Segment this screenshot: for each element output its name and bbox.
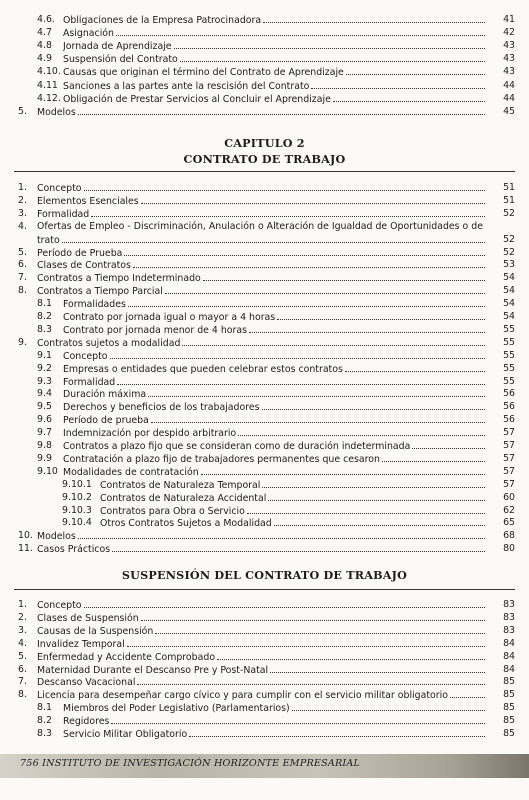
toc-entry (0, 650, 529, 663)
entry-title: Maternidad Durante el Descanso Pre y Post-Natal (37, 664, 269, 676)
entry-number: 8. (18, 689, 27, 701)
entry-page-number: 57 (503, 465, 515, 477)
toc-entry (0, 688, 529, 701)
dot-leader (155, 624, 485, 634)
entry-page-number: 56 (503, 388, 515, 400)
entry-title-wrap (37, 611, 487, 625)
entry-title: Contratos a plazo fijo que se consideran como de duración indeterminada (63, 441, 411, 452)
toc-entry (0, 349, 529, 362)
entry-label: 9.4 (37, 388, 52, 400)
entry-title: Formalidad (63, 376, 116, 388)
entry-title-wrap (63, 426, 487, 440)
dot-leader (137, 675, 485, 685)
entry-title: Modelos (37, 106, 76, 118)
entry-number: 3. (18, 207, 27, 219)
entry-title-wrap (37, 207, 487, 221)
entry-title: Ofertas de Empleo - Discriminación, Anulación o Alteración de Igualdad de Oportunidades o de (37, 220, 483, 232)
entry-title-wrap (37, 650, 487, 664)
dot-leader (333, 92, 485, 102)
entry-title: Causas de la Suspensión (37, 625, 154, 637)
dot-leader (217, 650, 485, 660)
entry-page-number: 80 (503, 543, 515, 555)
toc-entry (0, 400, 529, 413)
entry-page-number: 57 (503, 452, 515, 464)
dot-leader (238, 426, 485, 436)
entry-number: 2. (18, 194, 27, 206)
entry-title-wrap (37, 598, 487, 612)
entry-label: 9.10.1 (62, 478, 92, 490)
entry-page-number: 83 (503, 599, 515, 610)
entry-number: 5. (18, 650, 27, 662)
entry-page-number: 43 (503, 53, 515, 65)
toc-entry (0, 207, 529, 220)
toc-entry (0, 39, 529, 52)
entry-title: Concepto (63, 350, 108, 362)
toc-entry (0, 675, 529, 688)
entry-label: 9.1 (37, 349, 52, 361)
dot-leader (165, 284, 485, 294)
entry-page-number: 51 (503, 182, 515, 193)
dot-leader (128, 297, 485, 307)
entry-title: Asignación (63, 28, 114, 40)
entry-title-wrap (63, 387, 487, 401)
toc-entry (0, 504, 529, 517)
toc-entry (0, 727, 529, 740)
chapter-title: CONTRATO DE TRABAJO (183, 152, 346, 166)
entry-title: Indemnización por despido arbitrario (63, 428, 237, 440)
entry-title-wrap (37, 258, 487, 272)
toc-entry (0, 413, 529, 426)
entry-label: 9.2 (37, 362, 52, 374)
entry-title: Suspensión del Contrato (63, 54, 178, 66)
entry-label: 9.8 (37, 440, 52, 451)
dot-leader (292, 701, 485, 711)
toc-entry (0, 52, 529, 65)
entry-title-wrap (63, 439, 487, 453)
entry-page-number: 53 (503, 259, 515, 271)
entry-label: 4.11 (37, 79, 58, 91)
dot-leader (133, 258, 485, 268)
entry-page-number: 83 (503, 624, 515, 636)
entry-title: Período de Prueba (37, 247, 123, 259)
toc-entry (0, 714, 529, 727)
toc-entry (0, 637, 529, 650)
toc-entry (0, 452, 529, 465)
dot-leader (450, 688, 485, 698)
toc-entry (0, 598, 529, 611)
toc-entry (0, 336, 529, 349)
dot-leader (116, 26, 485, 36)
entry-title: Contrato por jornada igual o mayor a 4 horas (63, 312, 276, 323)
entry-page-number: 54 (503, 272, 515, 284)
dot-leader (174, 39, 485, 49)
entry-page-number: 45 (503, 105, 515, 117)
entry-title: Descanso Vacacional (37, 677, 136, 689)
dot-leader (127, 637, 485, 647)
entry-page-number: 51 (503, 194, 515, 206)
entry-number: 5. (18, 246, 27, 258)
toc-entry (0, 465, 529, 478)
entry-page-number: 41 (503, 14, 515, 25)
entry-label: 4.9 (37, 53, 52, 65)
entry-page-number: 52 (503, 233, 515, 245)
entry-title: Contratos a Tiempo Indeterminado (37, 273, 201, 285)
toc-entry (0, 297, 529, 310)
entry-title-wrap (100, 504, 487, 518)
entry-page-number: 85 (503, 676, 515, 688)
entry-page-number: 83 (503, 611, 515, 623)
entry-page-number: 84 (503, 663, 515, 675)
entry-page-number: 55 (503, 362, 515, 374)
dot-leader (201, 465, 485, 475)
toc-entry (0, 663, 529, 676)
entry-page-number: 55 (503, 375, 515, 387)
entry-title-wrap (63, 714, 487, 728)
entry-number: 2. (18, 611, 27, 623)
toc-entry (0, 258, 529, 271)
entry-page-number: 54 (503, 298, 515, 310)
entry-page-number: 55 (503, 323, 515, 335)
chapter-label: CAPITULO 2 (224, 136, 305, 150)
entry-page-number: 62 (503, 504, 515, 516)
entry-label: 4.8 (37, 40, 52, 52)
entry-page-number: 44 (503, 92, 515, 104)
entry-title-wrap (63, 13, 487, 27)
entry-title: trato (37, 234, 60, 246)
entry-title-wrap (63, 413, 487, 427)
entry-title-wrap (63, 26, 487, 40)
entry-title-wrap (63, 39, 487, 53)
dot-leader (203, 271, 485, 281)
entry-page-number: 84 (503, 650, 515, 662)
entry-title-wrap (63, 465, 487, 479)
dot-leader (262, 400, 485, 410)
entry-title: Concepto (37, 183, 82, 194)
entry-label: 9.10.4 (62, 517, 92, 529)
entry-title: Contratos de Naturaleza Accidental (100, 492, 267, 504)
entry-label: 8.1 (37, 702, 52, 714)
dot-leader (345, 362, 485, 372)
entry-page-number: 55 (503, 349, 515, 361)
entry-label: 9.3 (37, 375, 52, 387)
entry-page-number: 44 (503, 79, 515, 91)
footer-page-number: 756 (20, 758, 39, 769)
toc-entry (0, 26, 529, 39)
entry-title-wrap (63, 452, 487, 466)
entry-title: Empresas o entidades que pueden celebrar estos contratos (63, 363, 343, 375)
entry-title-wrap (37, 529, 487, 543)
footer-publisher: INSTITUTO DE INVESTIGACIÓN HORIZONTE EMPRESARIAL (42, 758, 361, 769)
entry-title-wrap (37, 336, 487, 350)
entry-number: 7. (18, 272, 27, 284)
toc-entry (0, 362, 529, 375)
entry-title: Contratos a Tiempo Parcial (37, 286, 163, 298)
dot-leader (180, 52, 485, 62)
section-rule (14, 589, 515, 590)
entry-page-number: 54 (503, 311, 515, 322)
entry-title: Derechos y beneficios de los trabajadores (63, 402, 260, 414)
toc-entry (0, 611, 529, 624)
entry-title: Modalidades de contratación (63, 466, 199, 478)
toc-entry (0, 194, 529, 207)
toc-entry (0, 426, 529, 439)
entry-title: Contratación a plazo fijo de trabajadores permanentes que cesaron (63, 453, 380, 465)
entry-page-number: 57 (503, 427, 515, 439)
entry-label: 4.12. (37, 92, 61, 104)
entry-page-number: 85 (503, 689, 515, 701)
entry-title: Casos Prácticos (37, 544, 111, 556)
entry-label: 9.7 (37, 427, 52, 439)
toc-entry (0, 310, 529, 323)
toc-entry (0, 271, 529, 284)
entry-title-wrap (37, 105, 487, 119)
entry-title: Jornada de Aprendizaje (63, 41, 172, 53)
entry-label: 8.3 (37, 728, 52, 739)
entry-page-number: 57 (503, 440, 515, 451)
dot-leader (78, 529, 485, 539)
toc-entry (0, 65, 529, 78)
entry-title: Miembros del Poder Legislativo (Parlamentarios) (63, 703, 290, 715)
entry-title: Obligaciones de la Empresa Patrocinadora (63, 15, 262, 26)
toc-entry (0, 284, 529, 297)
entry-title-wrap (37, 220, 487, 233)
dot-leader (277, 310, 485, 320)
entry-label: 8.2 (37, 715, 52, 727)
entry-title: Clases de Suspensión (37, 612, 139, 624)
toc-entry (0, 105, 529, 118)
entry-number: 4. (18, 220, 27, 232)
entry-title: Sanciones a las partes ante la rescisión del Contrato (63, 80, 310, 92)
entry-title: Contratos de Naturaleza Temporal (100, 479, 261, 491)
dot-leader (78, 105, 485, 115)
toc-entry (0, 387, 529, 400)
entry-title: Contrato por jornada menor de 4 horas (63, 324, 248, 336)
entry-title: Duración máxima (63, 389, 147, 401)
entry-title: Enfermedad y Accidente Comprobado (37, 651, 216, 663)
entry-label: 9.6 (37, 414, 52, 426)
dot-leader (62, 233, 485, 243)
entry-label: 8.3 (37, 323, 52, 335)
toc-entry (0, 233, 529, 246)
entry-title: Clases de Contratos (37, 260, 131, 272)
entry-title-wrap (63, 400, 487, 414)
toc-entry (0, 478, 529, 491)
dot-leader (141, 194, 485, 204)
entry-title-wrap (63, 52, 487, 66)
dot-leader (124, 246, 485, 256)
entry-title-wrap (37, 688, 487, 702)
entry-title-wrap (63, 92, 487, 106)
dot-leader (268, 491, 485, 501)
entry-label: 8.1 (37, 298, 52, 310)
entry-page-number: 43 (503, 66, 515, 78)
entry-number: 10. (18, 530, 33, 542)
chapter-rule (14, 171, 515, 172)
entry-title-wrap (63, 323, 487, 337)
entry-label: 9.9 (37, 452, 52, 464)
dot-leader (274, 516, 485, 526)
entry-page-number: 84 (503, 637, 515, 649)
entry-label: 4.10. (37, 66, 61, 78)
toc-entry (0, 516, 529, 529)
entry-title: Obligación de Prestar Servicios al Concluir el Aprendizaje (63, 93, 331, 105)
entry-number: 7. (18, 676, 27, 688)
entry-page-number: 68 (503, 530, 515, 542)
entry-title-wrap (37, 542, 487, 556)
entry-page-number: 56 (503, 401, 515, 413)
entry-title-wrap (37, 194, 487, 208)
dot-leader (412, 439, 485, 449)
entry-title-wrap (37, 284, 487, 298)
section-title-suspension: SUSPENSIÓN DEL CONTRATO DE TRABAJO (121, 568, 408, 582)
entry-number: 5. (18, 105, 27, 117)
entry-label: 9.5 (37, 401, 52, 413)
entry-page-number: 85 (503, 702, 515, 714)
entry-title-wrap (37, 246, 487, 260)
entry-page-number: 54 (503, 285, 515, 297)
toc-entry (0, 79, 529, 92)
dot-leader (189, 727, 485, 737)
entry-title-wrap (37, 675, 487, 689)
toc-entry (0, 701, 529, 714)
dot-leader (346, 65, 485, 75)
dot-leader (262, 478, 485, 488)
entry-page-number: 55 (503, 336, 515, 348)
dot-leader (382, 452, 485, 462)
entry-title: Período de prueba (63, 415, 149, 427)
entry-title-wrap (63, 727, 487, 741)
entry-title-wrap (63, 65, 487, 79)
entry-number: 1. (18, 599, 27, 610)
entry-title: Contratos sujetos a modalidad (37, 337, 181, 349)
entry-number: 8. (18, 285, 27, 297)
entry-title-wrap (63, 297, 487, 311)
entry-page-number: 43 (503, 40, 515, 52)
dot-leader (84, 598, 485, 608)
toc-entry (0, 529, 529, 542)
entry-title-wrap (37, 271, 487, 285)
toc-entry (0, 181, 529, 194)
dot-leader (112, 542, 485, 552)
dot-leader (110, 349, 485, 359)
entry-title: Formalidad (37, 208, 90, 220)
entry-page-number: 52 (503, 246, 515, 258)
entry-title: Otros Contratos Sujetos a Modalidad (100, 518, 272, 530)
dot-leader (247, 504, 485, 514)
entry-title: Formalidades (63, 299, 126, 311)
dot-leader (263, 13, 485, 23)
entry-number: 1. (18, 182, 27, 193)
toc-entry (0, 491, 529, 504)
entry-label: 8.2 (37, 311, 52, 322)
entry-number: 3. (18, 624, 27, 636)
dot-leader (148, 387, 485, 397)
entry-title-wrap (63, 375, 487, 389)
dot-leader (117, 375, 485, 385)
toc-entry (0, 92, 529, 105)
dot-leader (249, 323, 485, 333)
entry-page-number: 52 (503, 207, 515, 219)
toc-entry (0, 246, 529, 259)
entry-title-wrap (100, 491, 487, 505)
entry-title-wrap (63, 362, 487, 376)
toc-entry (0, 323, 529, 336)
entry-title-wrap (37, 624, 487, 638)
dot-leader (182, 336, 485, 346)
entry-title-wrap (63, 310, 487, 324)
entry-page-number: 85 (503, 728, 515, 739)
toc-entry (0, 13, 529, 26)
entry-title: Elementos Esenciales (37, 195, 139, 207)
toc-entry (0, 439, 529, 452)
entry-page-number: 85 (503, 715, 515, 727)
entry-title-wrap (100, 478, 487, 492)
entry-title: Causas que originan el término del Contrato de Aprendizaje (63, 67, 344, 79)
entry-page-number: 65 (503, 517, 515, 529)
entry-title: Regidores (63, 716, 110, 728)
entry-title-wrap (63, 349, 487, 363)
entry-title-wrap (37, 637, 487, 651)
entry-label: 4.6. (37, 14, 55, 25)
entry-number: 11. (18, 543, 33, 555)
entry-label: 4.7 (37, 27, 52, 39)
entry-title: Invalidez Temporal (37, 638, 125, 650)
entry-page-number: 60 (503, 491, 515, 503)
entry-title: Licencia para desempeñar cargo cívico y para cumplir con el servicio militar obligatorio (37, 690, 448, 702)
dot-leader (111, 714, 485, 724)
entry-page-number: 42 (503, 27, 515, 39)
entry-title-wrap (37, 233, 487, 247)
dot-leader (141, 611, 485, 621)
entry-title-wrap (37, 663, 487, 677)
entry-title-wrap (63, 79, 487, 93)
dot-leader (91, 207, 485, 217)
page-footer (20, 758, 360, 769)
entry-page-number: 57 (503, 478, 515, 490)
entry-title-wrap (63, 701, 487, 715)
entry-title-wrap (37, 181, 487, 195)
entry-label: 9.10 (37, 465, 58, 477)
entry-label: 9.10.3 (62, 504, 92, 516)
entry-title: Modelos (37, 531, 76, 543)
dot-leader (84, 181, 485, 191)
entry-title: Concepto (37, 600, 82, 611)
entry-number: 6. (18, 663, 27, 675)
toc-entry (0, 375, 529, 388)
toc-entry (0, 624, 529, 637)
toc-entry (0, 542, 529, 555)
toc-entry (0, 220, 529, 233)
entry-number: 4. (18, 637, 27, 649)
entry-page-number: 56 (503, 414, 515, 426)
entry-number: 9. (18, 336, 27, 348)
entry-title: Contratos para Obra o Servicio (100, 505, 245, 517)
entry-number: 6. (18, 259, 27, 271)
dot-leader (270, 663, 485, 673)
entry-label: 9.10.2 (62, 491, 92, 503)
dot-leader (151, 413, 485, 423)
entry-title-wrap (100, 516, 487, 530)
dot-leader (311, 79, 485, 89)
entry-title: Servicio Militar Obligatorio (63, 729, 188, 740)
